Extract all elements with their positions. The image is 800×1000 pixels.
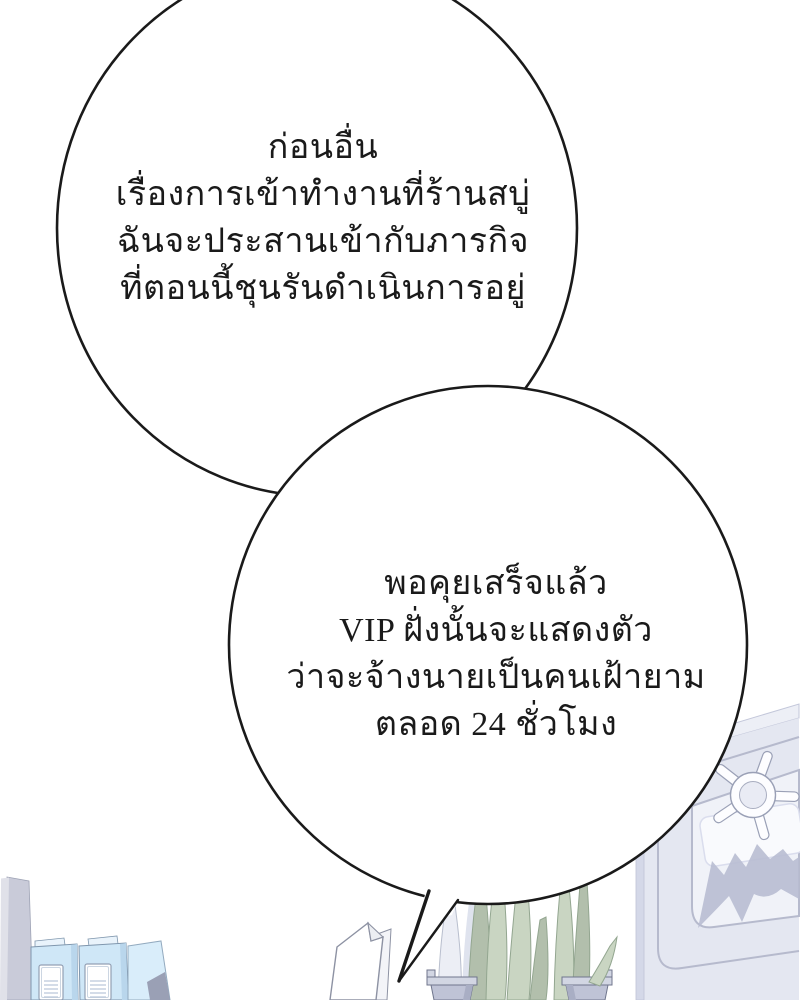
ring-binders bbox=[31, 936, 170, 1000]
paper-sheet bbox=[330, 923, 391, 1000]
dialogue-line: ก่อนอื่น bbox=[267, 129, 379, 166]
dialogue-line: เรื่องการเข้าทำงานที่ร้านสบู่ bbox=[115, 176, 531, 213]
gray-panel bbox=[0, 877, 33, 1000]
dialogue-line: ฉันจะประสานเข้ากับภารกิจ bbox=[116, 223, 530, 260]
dialogue-line: ว่าจะจ้างนายเป็นคนเฝ้ายาม bbox=[286, 659, 706, 696]
binder-1 bbox=[31, 938, 78, 1000]
leaf bbox=[530, 917, 548, 1000]
dialogue-line: ตลอด 24 ชั่วโมง bbox=[374, 706, 618, 743]
speech-bubble-2-text bbox=[261, 560, 731, 748]
binder-2 bbox=[79, 936, 128, 1000]
curved-leaf bbox=[589, 937, 617, 986]
dialogue-line: พอคุยเสร็จแล้ว bbox=[384, 565, 608, 602]
speech-bubble-1-text bbox=[93, 124, 553, 312]
dialogue-line: ที่ตอนนี้ชุนรันดำเนินการอยู่ bbox=[120, 270, 526, 307]
dialogue-line: VIP ฝั่งนั้นจะแสดงตัว bbox=[339, 612, 653, 649]
blue-folder bbox=[128, 941, 170, 1000]
